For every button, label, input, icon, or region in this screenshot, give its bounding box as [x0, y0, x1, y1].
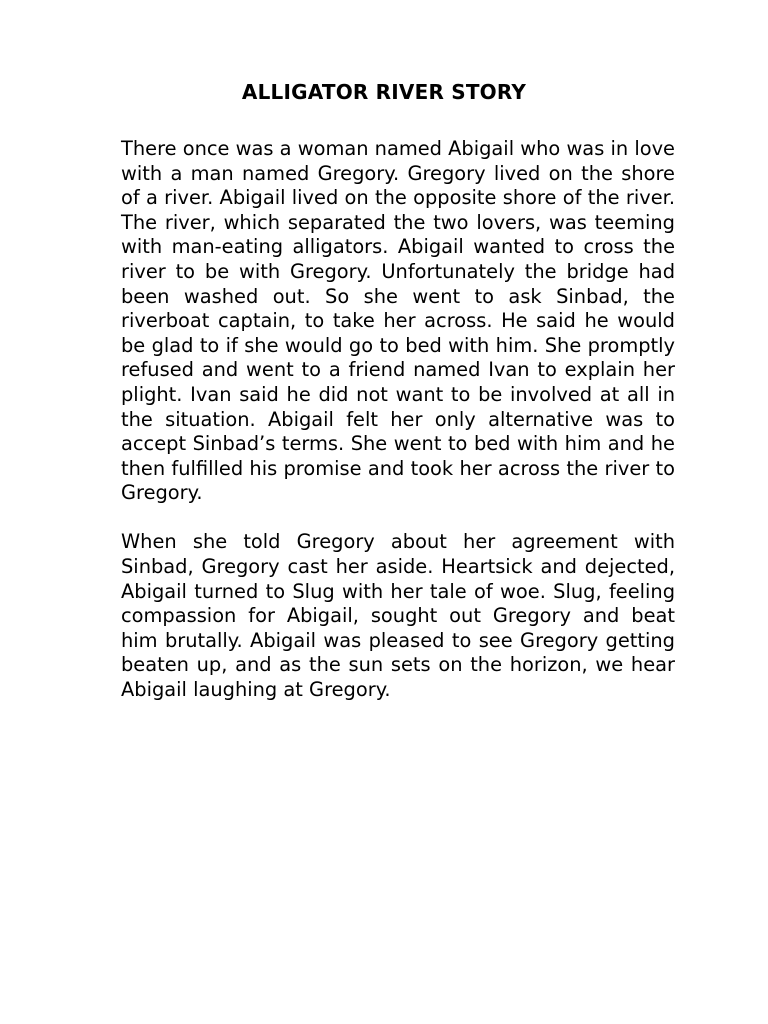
document-body	[121, 137, 675, 703]
story-paragraph-1: There once was a woman named Abigail who was in love with a man named Gregory. Gregory lived on the shore of a river. Abigail lived on the opposite shore of the river. The river, which separated the two lovers, was teeming with man-eating alligators. Abigail wanted to cross the river to be with Gregory. Unfortunately the bridge had been washed out. So she went to ask Sinbad, the riverboat captain, to take her across. He said he would be glad to if she would go to bed with him. She promptly refused and went to a friend named Ivan to explain her plight. Ivan said he did not want to be involved at all in the situation. Abigail felt her only alternative was to accept Sinbad’s terms. She went to bed with him and he then fulfilled his promise and took her across the river to Gregory.	[121, 137, 675, 505]
story-paragraph-2: When she told Gregory about her agreement with Sinbad, Gregory cast her aside. Heartsick and dejected, Abigail turned to Slug with her tale of woe. Slug, feeling compassion for Abigail, sought out Gregory and beat him brutally. Abigail was pleased to see Gregory getting beaten up, and as the sun sets on the horizon, we hear Abigail laughing at Gregory.	[121, 530, 675, 701]
document-title: ALLIGATOR RIVER STORY	[241, 80, 527, 104]
